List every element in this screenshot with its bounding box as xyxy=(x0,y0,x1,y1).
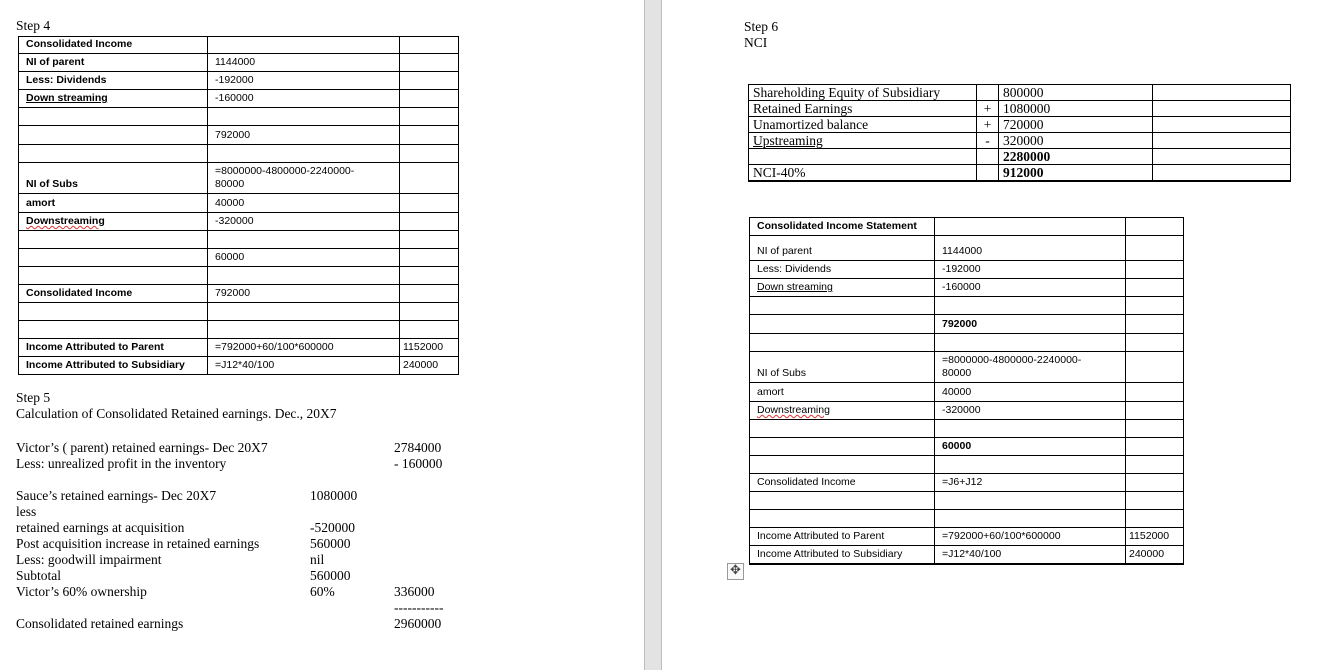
table-cell xyxy=(19,126,208,145)
line-value: -520000 xyxy=(310,520,355,535)
table-cell: Income Attributed to Subsidiary xyxy=(750,546,935,564)
table-cell: =8000000-4800000-2240000- 80000 xyxy=(935,352,1126,383)
table-cell: Consolidated Income xyxy=(750,474,935,492)
table-cell xyxy=(935,218,1126,236)
table-cell xyxy=(1153,165,1291,182)
table-cell: Consolidated Income xyxy=(19,37,208,54)
table-row xyxy=(19,194,459,213)
table-row xyxy=(750,438,1184,456)
step4-table xyxy=(18,36,459,375)
table-cell: Less: Dividends xyxy=(750,261,935,279)
table-row xyxy=(19,267,459,285)
table-cell xyxy=(1126,279,1184,297)
table-cell: -160000 xyxy=(208,90,400,108)
table-cell: Downstreaming xyxy=(19,213,208,231)
step5-heading: Calculation of Consolidated Retained earnings. Dec., 20X7 xyxy=(16,406,337,421)
table-cell xyxy=(208,37,400,54)
table-row xyxy=(19,72,459,90)
table-row xyxy=(750,315,1184,334)
table-cell: =J12*40/100 xyxy=(208,357,400,375)
table-cell xyxy=(935,297,1126,315)
table-cell xyxy=(400,54,459,72)
line-label: Victor’s 60% ownership xyxy=(16,584,147,599)
table-cell xyxy=(1126,315,1184,334)
table-cell: Income Attributed to Subsidiary xyxy=(19,357,208,375)
line-value: 1080000 xyxy=(310,488,358,503)
table-row xyxy=(19,54,459,72)
table-row xyxy=(19,231,459,249)
table-cell: 60000 xyxy=(208,249,400,267)
table-cell xyxy=(935,420,1126,438)
table-cell: 1144000 xyxy=(935,236,1126,261)
table-cell: 720000 xyxy=(999,117,1153,133)
table-row xyxy=(750,546,1184,564)
table-cell xyxy=(400,126,459,145)
line-value: 336000 xyxy=(394,584,435,599)
table-cell: NI of parent xyxy=(19,54,208,72)
consolidated-income-statement-table xyxy=(749,217,1184,565)
table-cell xyxy=(19,145,208,163)
move-arrows-icon[interactable]: ✥ xyxy=(727,563,744,580)
table-cell: =J6+J12 xyxy=(935,474,1126,492)
table-cell xyxy=(1126,352,1184,383)
line-label: Less: goodwill impairment xyxy=(16,552,162,567)
table-row xyxy=(19,145,459,163)
table-row xyxy=(750,510,1184,528)
table-cell: 240000 xyxy=(1126,546,1184,564)
line-value: 560000 xyxy=(310,568,351,583)
table-cell xyxy=(208,231,400,249)
table-row xyxy=(750,420,1184,438)
table-cell: =J12*40/100 xyxy=(935,546,1126,564)
table-row xyxy=(750,236,1184,261)
table-cell xyxy=(1126,236,1184,261)
table-cell: -192000 xyxy=(208,72,400,90)
table-cell: 800000 xyxy=(999,85,1153,101)
table-cell: 2280000 xyxy=(999,149,1153,165)
step4-title: Step 4 xyxy=(16,18,51,33)
table-cell xyxy=(208,108,400,126)
table-cell xyxy=(19,108,208,126)
table-cell: Downstreaming xyxy=(750,402,935,420)
table-cell: NCI-40% xyxy=(749,165,977,182)
table-cell xyxy=(400,267,459,285)
table-cell: NI of Subs xyxy=(19,163,208,194)
table-cell: 1152000 xyxy=(1126,528,1184,546)
table-cell: 240000 xyxy=(400,357,459,375)
table-cell: Income Attributed to Parent xyxy=(19,339,208,357)
table-cell: amort xyxy=(19,194,208,213)
table-cell: Less: Dividends xyxy=(19,72,208,90)
table-row xyxy=(19,321,459,339)
table-row xyxy=(750,352,1184,383)
table-cell xyxy=(400,303,459,321)
table-cell xyxy=(1126,474,1184,492)
table-row xyxy=(19,339,459,357)
table-cell xyxy=(1153,149,1291,165)
page-gap xyxy=(644,0,662,670)
table-cell: 40000 xyxy=(208,194,400,213)
table-row xyxy=(19,285,459,303)
table-row xyxy=(19,163,459,194)
table-cell xyxy=(750,438,935,456)
table-cell xyxy=(400,194,459,213)
table-cell: 320000 xyxy=(999,133,1153,149)
line-value: 2960000 xyxy=(394,616,442,631)
table-cell xyxy=(750,510,935,528)
table-cell: Income Attributed to Parent xyxy=(750,528,935,546)
table-row xyxy=(750,334,1184,352)
table-row xyxy=(750,218,1184,236)
table-row xyxy=(749,149,1291,165)
line-label: Post acquisition increase in retained earnings xyxy=(16,536,260,551)
table-cell xyxy=(935,510,1126,528)
table-cell: 792000 xyxy=(208,126,400,145)
table-cell xyxy=(750,297,935,315)
table-cell xyxy=(208,303,400,321)
table-cell: 40000 xyxy=(935,383,1126,402)
table-cell: NI of Subs xyxy=(750,352,935,383)
table-row xyxy=(750,261,1184,279)
table-cell xyxy=(1153,85,1291,101)
table-row xyxy=(19,108,459,126)
table-cell xyxy=(1126,402,1184,420)
table-row xyxy=(19,249,459,267)
table-cell xyxy=(400,213,459,231)
table-row xyxy=(19,90,459,108)
table-cell xyxy=(1126,438,1184,456)
table-cell: + xyxy=(977,117,999,133)
table-cell xyxy=(977,149,999,165)
table-cell xyxy=(1126,261,1184,279)
table-cell xyxy=(400,145,459,163)
line-label: retained earnings at acquisition xyxy=(16,520,185,535)
table-cell: 1144000 xyxy=(208,54,400,72)
table-cell: 1152000 xyxy=(400,339,459,357)
table-cell: Shareholding Equity of Subsidiary xyxy=(749,85,977,101)
table-row xyxy=(749,165,1291,182)
table-row xyxy=(750,402,1184,420)
table-cell xyxy=(19,303,208,321)
table-row xyxy=(19,303,459,321)
line-label: less xyxy=(16,504,37,519)
table-row xyxy=(19,126,459,145)
table-row xyxy=(750,297,1184,315)
table-cell xyxy=(1126,334,1184,352)
table-cell xyxy=(19,249,208,267)
table-cell: 792000 xyxy=(935,315,1126,334)
table-cell: + xyxy=(977,101,999,117)
table-cell: Upstreaming xyxy=(749,133,977,149)
table-cell xyxy=(400,163,459,194)
table-cell xyxy=(400,90,459,108)
table-row xyxy=(749,85,1291,101)
table-cell: Unamortized balance xyxy=(749,117,977,133)
line-value: ----------- xyxy=(394,600,444,615)
table-cell xyxy=(1126,420,1184,438)
table-row xyxy=(19,357,459,375)
table-cell xyxy=(977,165,999,182)
table-row xyxy=(749,117,1291,133)
table-cell xyxy=(400,231,459,249)
table-row xyxy=(749,101,1291,117)
table-row xyxy=(750,456,1184,474)
table-cell: 912000 xyxy=(999,165,1153,182)
table-cell xyxy=(400,72,459,90)
table-row xyxy=(19,213,459,231)
table-cell xyxy=(1153,117,1291,133)
table-cell: Consolidated Income xyxy=(19,285,208,303)
table-cell xyxy=(400,37,459,54)
table-cell xyxy=(1153,101,1291,117)
table-cell xyxy=(1126,456,1184,474)
line-label: Less: unrealized profit in the inventory xyxy=(16,456,227,471)
line-value: 2784000 xyxy=(394,440,442,455)
table-cell xyxy=(208,267,400,285)
table-cell xyxy=(977,85,999,101)
table-cell xyxy=(935,334,1126,352)
table-cell xyxy=(400,108,459,126)
table-row xyxy=(750,528,1184,546)
line-value: 60% xyxy=(310,584,335,599)
table-cell: =792000+60/100*600000 xyxy=(208,339,400,357)
table-cell: 1080000 xyxy=(999,101,1153,117)
table-cell: Consolidated Income Statement xyxy=(750,218,935,236)
step5-title: Step 5 xyxy=(16,390,51,405)
table-cell xyxy=(750,492,935,510)
table-cell xyxy=(1126,510,1184,528)
table-cell xyxy=(1126,492,1184,510)
table-cell: =8000000-4800000-2240000- 80000 xyxy=(208,163,400,194)
table-cell xyxy=(400,321,459,339)
table-cell xyxy=(208,145,400,163)
table-row xyxy=(750,492,1184,510)
table-cell: -320000 xyxy=(208,213,400,231)
table-cell xyxy=(19,231,208,249)
nci-table xyxy=(748,84,1291,182)
line-label: Subtotal xyxy=(16,568,62,583)
table-cell: -320000 xyxy=(935,402,1126,420)
line-label: Consolidated retained earnings xyxy=(16,616,184,631)
table-cell: Down streaming xyxy=(750,279,935,297)
line-value: nil xyxy=(310,552,325,567)
table-cell xyxy=(19,321,208,339)
table-cell: -192000 xyxy=(935,261,1126,279)
table-row xyxy=(750,474,1184,492)
table-cell: =792000+60/100*600000 xyxy=(935,528,1126,546)
table-cell: - xyxy=(977,133,999,149)
table-row xyxy=(749,133,1291,149)
line-value: - 160000 xyxy=(394,456,443,471)
table-cell xyxy=(935,456,1126,474)
table-row xyxy=(19,37,459,54)
table-cell xyxy=(208,321,400,339)
table-cell xyxy=(1126,297,1184,315)
table-cell xyxy=(400,285,459,303)
table-row xyxy=(750,383,1184,402)
table-row xyxy=(750,279,1184,297)
table-cell: Down streaming xyxy=(19,90,208,108)
line-label: Victor’s ( parent) retained earnings- Dec 20X7 xyxy=(16,440,268,455)
table-cell xyxy=(750,334,935,352)
table-cell xyxy=(19,267,208,285)
step6-title: Step 6 xyxy=(744,19,779,34)
table-cell xyxy=(400,249,459,267)
line-label: Sauce’s retained earnings- Dec 20X7 xyxy=(16,488,217,503)
table-cell: -160000 xyxy=(935,279,1126,297)
table-cell xyxy=(1126,218,1184,236)
table-cell: 60000 xyxy=(935,438,1126,456)
line-value: 560000 xyxy=(310,536,351,551)
table-cell: NI of parent xyxy=(750,236,935,261)
table-cell: Retained Earnings xyxy=(749,101,977,117)
table-cell: amort xyxy=(750,383,935,402)
table-cell: 792000 xyxy=(208,285,400,303)
table-cell xyxy=(935,492,1126,510)
table-cell xyxy=(1126,383,1184,402)
table-cell xyxy=(750,456,935,474)
step6-subtitle: NCI xyxy=(744,35,768,50)
table-cell xyxy=(749,149,977,165)
table-cell xyxy=(750,420,935,438)
table-cell xyxy=(750,315,935,334)
table-cell xyxy=(1153,133,1291,149)
